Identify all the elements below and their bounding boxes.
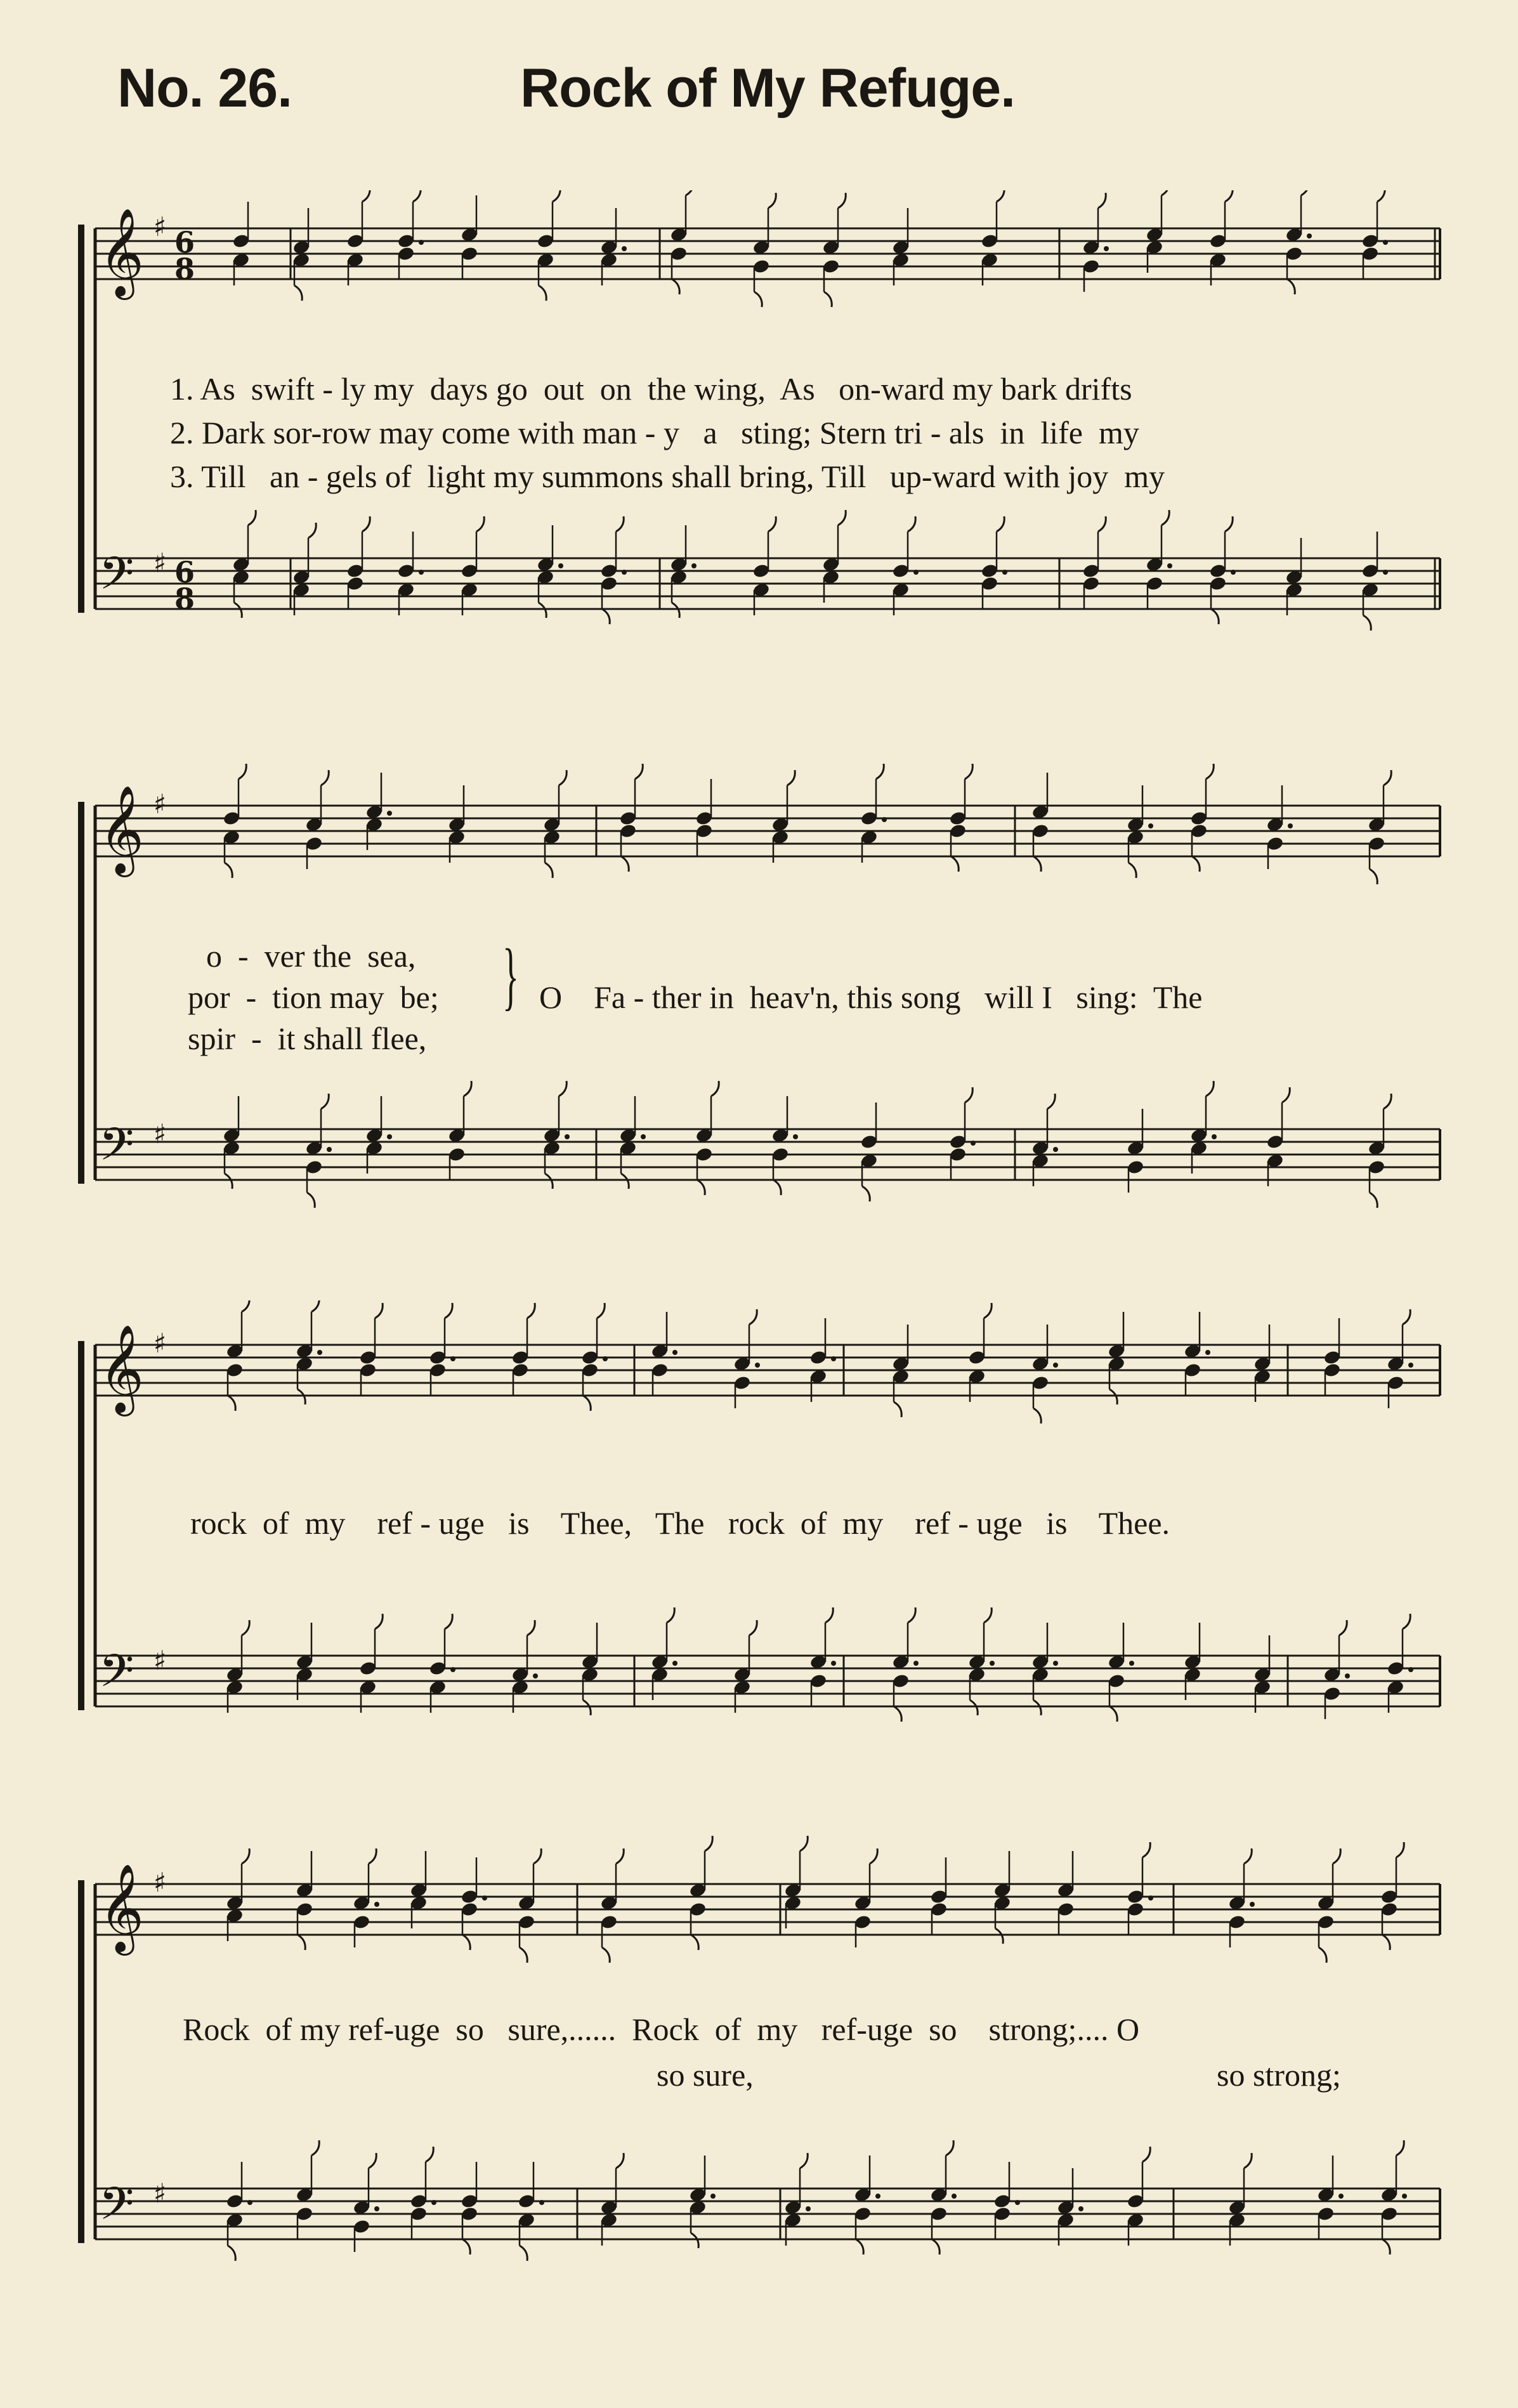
note-flag: [527, 1303, 535, 1318]
note-flag: [1098, 193, 1106, 208]
dot: [1205, 1350, 1210, 1355]
note-flag: [686, 190, 693, 195]
note-flag: [691, 1935, 698, 1950]
note-flag: [1384, 770, 1391, 785]
note-flag: [1129, 863, 1136, 878]
note-flag: [307, 1193, 315, 1208]
dot: [1053, 1147, 1058, 1152]
note-flag: [1370, 869, 1377, 884]
note-flag: [1382, 1935, 1390, 1950]
note-flag: [1244, 1849, 1252, 1864]
note-flag: [672, 279, 679, 294]
note-flag: [225, 1174, 232, 1189]
note-flag: [298, 1389, 305, 1404]
bass-clef: 𝄢: [99, 1118, 134, 1182]
dot: [1408, 1363, 1413, 1368]
note-flag: [228, 2246, 235, 2261]
music-system-3: [0, 1300, 1518, 1783]
dot: [1148, 1895, 1153, 1901]
dot: [419, 570, 424, 575]
note-flag: [583, 1396, 591, 1411]
dot: [431, 2200, 436, 2205]
note-flag: [621, 1174, 629, 1189]
note-flag: [597, 1303, 605, 1318]
dot: [1402, 2194, 1407, 2199]
dot: [622, 570, 627, 575]
note-flag: [539, 285, 546, 301]
note-flag: [362, 190, 370, 202]
dot: [387, 811, 392, 816]
note-flag: [838, 510, 846, 525]
dot: [450, 1667, 455, 1672]
note-flag: [997, 516, 1004, 532]
dot: [374, 2206, 379, 2211]
note-flag: [1225, 190, 1233, 202]
dot: [1148, 823, 1153, 828]
refrain-line-1: O Fa - ther in heav'n, this song will I sing: The: [539, 979, 1203, 1015]
dot: [374, 1902, 379, 1907]
treble-clef: 𝄞: [99, 208, 144, 296]
note-flag: [445, 1303, 452, 1318]
note-flag: [413, 190, 421, 202]
dot: [1053, 1363, 1058, 1368]
key-sharp: ♯: [154, 1118, 167, 1149]
dot: [1129, 1661, 1134, 1666]
dot: [1015, 2200, 1020, 2205]
dot: [1002, 570, 1007, 575]
note-flag: [369, 2153, 376, 2168]
note-flag: [984, 1303, 991, 1318]
note-flag: [553, 190, 560, 202]
note-flag: [426, 2147, 433, 2162]
note-flag: [228, 1396, 235, 1411]
dot: [1053, 1661, 1058, 1666]
dot: [672, 1350, 677, 1355]
dot: [558, 563, 563, 568]
note-flag: [997, 190, 1004, 202]
note-flag: [539, 603, 546, 618]
note-flag: [1382, 2239, 1390, 2254]
dot: [1383, 240, 1388, 245]
verse-1-line: 1. As swift - ly my days go out on the wing, As on-ward my bark drifts: [170, 371, 1132, 407]
note-flag: [527, 1620, 535, 1635]
system-3-notation: [0, 1300, 1518, 1783]
echo-so-strong: so strong;: [1217, 2057, 1341, 2093]
note-flag: [946, 2140, 953, 2156]
time-sig-bottom: 8: [174, 252, 195, 286]
note-flag: [965, 1087, 972, 1103]
dot: [1307, 233, 1312, 239]
dot: [793, 1134, 798, 1139]
note-flag: [520, 1947, 527, 1963]
dot: [317, 1350, 322, 1355]
dot: [539, 2200, 544, 2205]
note-flag: [1282, 1087, 1290, 1103]
note-flag: [239, 764, 246, 779]
hymn-number: No. 26.: [117, 58, 292, 119]
note-flag: [824, 292, 832, 307]
note-flag: [545, 863, 553, 878]
note-flag: [1287, 279, 1295, 294]
treble-clef: 𝄞: [99, 785, 144, 874]
note-flag: [697, 1180, 705, 1195]
dot: [1288, 823, 1293, 828]
note-flag: [616, 516, 624, 532]
note-flag: [787, 770, 795, 785]
dot: [419, 240, 424, 245]
treble-clef: 𝄞: [99, 1864, 144, 1952]
dot: [875, 2194, 880, 2199]
note-flag: [773, 1180, 781, 1195]
dot: [247, 2200, 252, 2205]
note-flag: [294, 285, 302, 301]
dot: [691, 563, 697, 568]
note-flag: [1339, 1620, 1347, 1635]
note-flag: [1301, 190, 1309, 195]
note-flag: [908, 1607, 915, 1623]
dot: [882, 817, 887, 822]
note-flag: [602, 609, 610, 624]
note-flag: [242, 1620, 249, 1635]
note-flag: [464, 1081, 471, 1096]
dot: [806, 2206, 811, 2211]
dot: [1408, 1667, 1413, 1672]
note-flag: [1142, 1842, 1150, 1857]
note-flag: [1333, 1849, 1340, 1864]
note-flag: [1396, 2140, 1404, 2156]
note-flag: [800, 1836, 808, 1851]
note-flag: [672, 603, 679, 618]
verse-3-line: 3. Till an - gels of light my summons shall bring, Till up-ward with joy my: [170, 459, 1165, 494]
note-flag: [1384, 1094, 1391, 1109]
music-system-1: [0, 190, 1518, 685]
note-flag: [711, 1081, 719, 1096]
verse-2-end: por - tion may be;: [188, 979, 439, 1015]
note-flag: [1206, 764, 1214, 779]
dot: [1383, 570, 1388, 575]
note-flag: [311, 1300, 319, 1312]
time-sig-top: 6: [174, 225, 195, 259]
dot: [327, 1147, 332, 1152]
note-flag: [545, 1174, 553, 1189]
note-flag: [754, 292, 762, 307]
note-flag: [768, 516, 776, 532]
dot: [1167, 563, 1172, 568]
note-flag: [862, 1186, 870, 1201]
note-flag: [1109, 1389, 1117, 1404]
note-flag: [559, 770, 566, 785]
note-flag: [462, 2239, 470, 2254]
note-flag: [1225, 516, 1233, 532]
refrain-line-2: rock of my ref - uge is Thee, The rock of my ref - uge is Thee.: [190, 1505, 1170, 1541]
note-flag: [559, 1081, 566, 1096]
note-flag: [667, 1607, 674, 1623]
music-system-4: [0, 1833, 1518, 2315]
note-flag: [476, 516, 484, 532]
note-flag: [602, 1947, 610, 1963]
dot: [831, 1356, 836, 1361]
dot: [387, 1134, 392, 1139]
note-flag: [321, 770, 329, 785]
treble-clef: 𝄞: [99, 1325, 144, 1413]
dot: [913, 1661, 919, 1666]
note-flag: [1403, 1309, 1410, 1325]
key-sharp: ♯: [154, 211, 167, 242]
note-flag: [894, 1402, 901, 1417]
note-flag: [445, 1614, 452, 1629]
note-flag: [932, 2239, 939, 2254]
note-flag: [876, 764, 884, 779]
note-flag: [311, 2140, 319, 2156]
hymn-title: Rock of My Refuge.: [520, 58, 1015, 119]
note-flag: [1377, 190, 1385, 202]
note-flag: [621, 856, 629, 872]
note-flag: [1161, 510, 1169, 525]
dot: [1250, 1902, 1255, 1907]
note-flag: [248, 510, 256, 525]
note-flag: [369, 1849, 376, 1864]
time-sig-top: 6: [174, 555, 195, 589]
note-flag: [870, 1849, 877, 1864]
dot: [450, 1356, 455, 1361]
note-flag: [1244, 2153, 1252, 2168]
dot: [672, 1661, 677, 1666]
note-flag: [1370, 1193, 1377, 1208]
note-flag: [1211, 609, 1219, 624]
note-flag: [520, 2246, 527, 2261]
note-flag: [635, 764, 643, 779]
note-flag: [951, 856, 959, 872]
note-flag: [1319, 1947, 1326, 1963]
note-flag: [583, 1700, 591, 1715]
note-flag: [749, 1309, 757, 1325]
echo-so-sure: so sure,: [657, 2057, 754, 2093]
note-flag: [242, 1849, 249, 1864]
bass-clef: 𝄢: [99, 2178, 134, 2241]
dot: [1345, 1673, 1350, 1678]
key-sharp: ♯: [154, 1645, 167, 1676]
note-flag: [1033, 1408, 1041, 1423]
bass-clef: 𝄢: [99, 547, 134, 611]
dot: [710, 2194, 716, 2199]
note-flag: [616, 1849, 624, 1864]
note-flag: [908, 516, 915, 532]
note-flag: [768, 193, 776, 208]
note-flag: [1192, 856, 1200, 872]
dot: [1104, 246, 1109, 251]
key-sharp: ♯: [154, 1328, 167, 1359]
key-sharp: ♯: [154, 1867, 167, 1898]
note-flag: [533, 1849, 541, 1864]
dot: [565, 1134, 570, 1139]
note-flag: [856, 2239, 863, 2254]
note-flag: [838, 193, 846, 208]
dot: [1212, 1134, 1217, 1139]
dot: [622, 246, 627, 251]
note-flag: [321, 1094, 329, 1109]
note-flag: [749, 1620, 757, 1635]
key-sharp: ♯: [154, 788, 167, 820]
note-flag: [1047, 1094, 1055, 1109]
note-flag: [1142, 2147, 1150, 2162]
note-flag: [1109, 1706, 1117, 1722]
note-flag: [800, 2153, 808, 2168]
note-flag: [308, 523, 316, 538]
note-flag: [691, 2233, 698, 2248]
note-flag: [1396, 1842, 1404, 1857]
note-flag: [825, 1607, 833, 1623]
note-flag: [1161, 190, 1169, 195]
dot: [1338, 2194, 1344, 2199]
note-flag: [1363, 615, 1371, 631]
note-flag: [616, 2153, 624, 2168]
dot: [755, 1363, 760, 1368]
dot: [641, 1134, 646, 1139]
dot: [482, 1895, 487, 1901]
dot: [533, 1673, 538, 1678]
note-flag: [1403, 1614, 1410, 1629]
verse-brace: }: [502, 933, 519, 1018]
verse-1-end: o - ver the sea,: [206, 938, 416, 974]
note-flag: [705, 1836, 712, 1851]
dot: [1078, 2206, 1083, 2211]
verse-2-line: 2. Dark sor-row may come with man - y a sting; Stern tri - als in life my: [170, 415, 1139, 450]
note-flag: [375, 1303, 383, 1318]
note-flag: [984, 1607, 991, 1623]
time-sig-bottom: 8: [174, 582, 195, 616]
note-flag: [242, 1300, 249, 1312]
music-system-2: [0, 755, 1518, 1224]
note-flag: [1206, 1081, 1214, 1096]
page-header: [0, 57, 1518, 127]
note-flag: [965, 764, 972, 779]
note-flag: [234, 603, 242, 618]
dot: [913, 570, 919, 575]
dot: [1231, 570, 1236, 575]
note-flag: [1033, 856, 1041, 872]
note-flag: [894, 1706, 901, 1722]
note-flag: [995, 1928, 1003, 1944]
dot: [952, 2194, 957, 2199]
note-flag: [970, 1700, 978, 1715]
dot: [971, 1141, 976, 1146]
note-flag: [298, 1935, 305, 1950]
key-sharp: ♯: [154, 2178, 167, 2209]
note-flag: [225, 863, 232, 878]
dot: [603, 1356, 608, 1361]
dot: [990, 1661, 995, 1666]
bass-clef: 𝄢: [99, 1645, 134, 1708]
key-sharp: ♯: [154, 547, 167, 579]
note-flag: [375, 1614, 383, 1629]
dot: [831, 1661, 836, 1666]
note-flag: [1098, 516, 1106, 532]
verse-3-end: spir - it shall flee,: [188, 1021, 427, 1056]
note-flag: [462, 1935, 470, 1950]
note-flag: [362, 516, 370, 532]
refrain-line-3: Rock of my ref-uge so sure,...... Rock of my ref-uge so strong;.... O: [183, 2012, 1140, 2047]
note-flag: [1033, 1700, 1041, 1715]
